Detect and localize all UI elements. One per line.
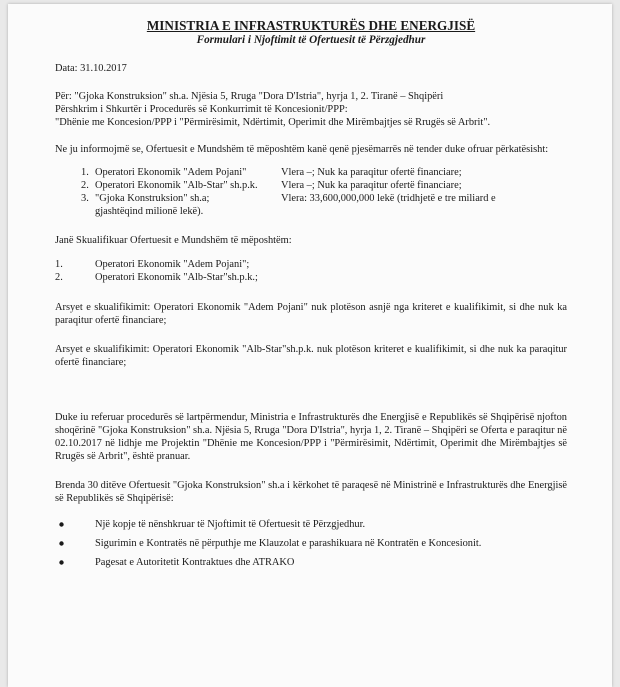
operator-name: "Gjoka Konstruksion" sh.a; <box>95 193 210 204</box>
list-item <box>81 192 567 205</box>
intro-paragraph: Ne ju informojmë se, Ofertuesit e Mundshëm të mëposhtëm kanë qenë pjesëmarrës në tender duke ofruar përkatësisht: <box>55 144 549 155</box>
recipient-line: Për: "Gjoka Konstruksion" sh.a. Njësia 5, Rruga "Dora D'Istria", hyrja 1, 2. Tiranë – Shqipëri <box>55 91 444 102</box>
list-item <box>55 537 567 550</box>
disqualified-operator: Operatori Ekonomik "Adem Pojani"; <box>95 259 250 270</box>
operator-value: Vlera: 33,600,000,000 lekë (tridhjetë e tre miliard e <box>281 193 496 204</box>
document-page <box>8 4 612 687</box>
list-number: 2. <box>81 180 89 191</box>
document-content <box>55 18 567 575</box>
disqualification-reason-2: Arsyet e skualifikimit: Operatori Ekonomik "Alb-Star"sh.p.k. nuk plotëson kriteret e kualifikimit, si dhe nuk ka paraqitur ofertë financiare; <box>55 344 567 368</box>
operator-value-continuation: gjashtëqind milionë lekë). <box>95 206 204 217</box>
document-subtitle: Formulari i Njoftimit të Ofertuesit të Përzgjedhur <box>196 34 426 46</box>
list-item <box>81 179 567 192</box>
operator-name: Operatori Ekonomik "Adem Pojani" <box>95 167 247 178</box>
procedure-description-line: Përshkrim i Shkurtër i Procedurës së Konkurrimit të Koncesionit/PPP: <box>55 104 348 115</box>
bullet-icon <box>55 556 95 569</box>
document-title: MINISTRIA E INFRASTRUKTURËS DHE ENERGJISË <box>146 18 476 33</box>
list-item <box>55 271 567 284</box>
project-name-line: "Dhënie me Koncesion/PPP i "Përmirësimit, Ndërtimit, Operimit dhe Mirëmbajtjes së Rrugës së Arbrit". <box>55 117 491 128</box>
list-number: 1. <box>81 167 89 178</box>
deadline-paragraph: Brenda 30 ditëve Ofertuesit "Gjoka Konstruksion" sh.a i kërkohet të paraqesë në Ministrinë e Infrastrukturës dhe Energjisë së Republikës së Shqipërisë: <box>55 480 567 504</box>
disqualified-heading: Janë Skualifikuar Ofertuesit e Mundshëm të mëposhtëm: <box>55 235 292 246</box>
list-number: 2. <box>55 272 63 283</box>
list-item <box>55 556 567 569</box>
list-item <box>55 258 567 271</box>
requirement-text: Një kopje të nënshkruar të Njoftimit të Ofertuesit të Përzgjedhur. <box>95 519 366 530</box>
list-number: 1. <box>55 259 63 270</box>
list-item <box>81 166 567 179</box>
operator-value: Vlera –; Nuk ka paraqitur ofertë financiare; <box>281 180 462 191</box>
disqualification-reason-1: Arsyet e skualifikimit: Operatori Ekonomik "Adem Pojani" nuk plotëson asnjë nga kriteret e kualifikimit, si dhe nuk ka paraqitur ofertë financiare; <box>55 302 567 326</box>
bullet-icon <box>55 518 95 531</box>
requirements-list <box>55 518 567 569</box>
requirement-text: Pagesat e Autoritetit Kontraktues dhe ATRAKO <box>95 557 295 568</box>
bullet-icon <box>55 537 95 550</box>
operators-list <box>55 166 567 218</box>
recipient-block <box>55 90 567 129</box>
requirement-text: Sigurimin e Kontratës në përputhje me Klauzolat e parashikuara në Kontratën e Koncesionit. <box>95 538 482 549</box>
disqualified-operator: Operatori Ekonomik "Alb-Star"sh.p.k.; <box>95 272 258 283</box>
document-date: Data: 31.10.2017 <box>55 63 127 74</box>
operator-name: Operatori Ekonomik "Alb-Star" sh.p.k. <box>95 180 258 191</box>
operator-value: Vlera –; Nuk ka paraqitur ofertë financiare; <box>281 167 462 178</box>
acceptance-notice: Duke iu referuar procedurës së lartpërmendur, Ministria e Infrastrukturës dhe Energjisë e Republikës së Shqipërisë njofton shoqërinë "Gjoka Konstruksion" sh.a. Njësia 5, Rruga "Dora D'Istria", hyrja 1, 2. Tiranë – Shqipëri se Oferta e paraqitur në 02.10.2017 në lidhje me Projektin "Dhënie me Koncesion/PPP i "Përmirësimit, Ndërtimit, Operimit dhe Mirëmbajtjes së Rrugës së Arbrit", është pranuar. <box>55 412 567 462</box>
list-item <box>55 518 567 531</box>
disqualified-list <box>55 258 567 284</box>
list-number: 3. <box>81 193 89 204</box>
